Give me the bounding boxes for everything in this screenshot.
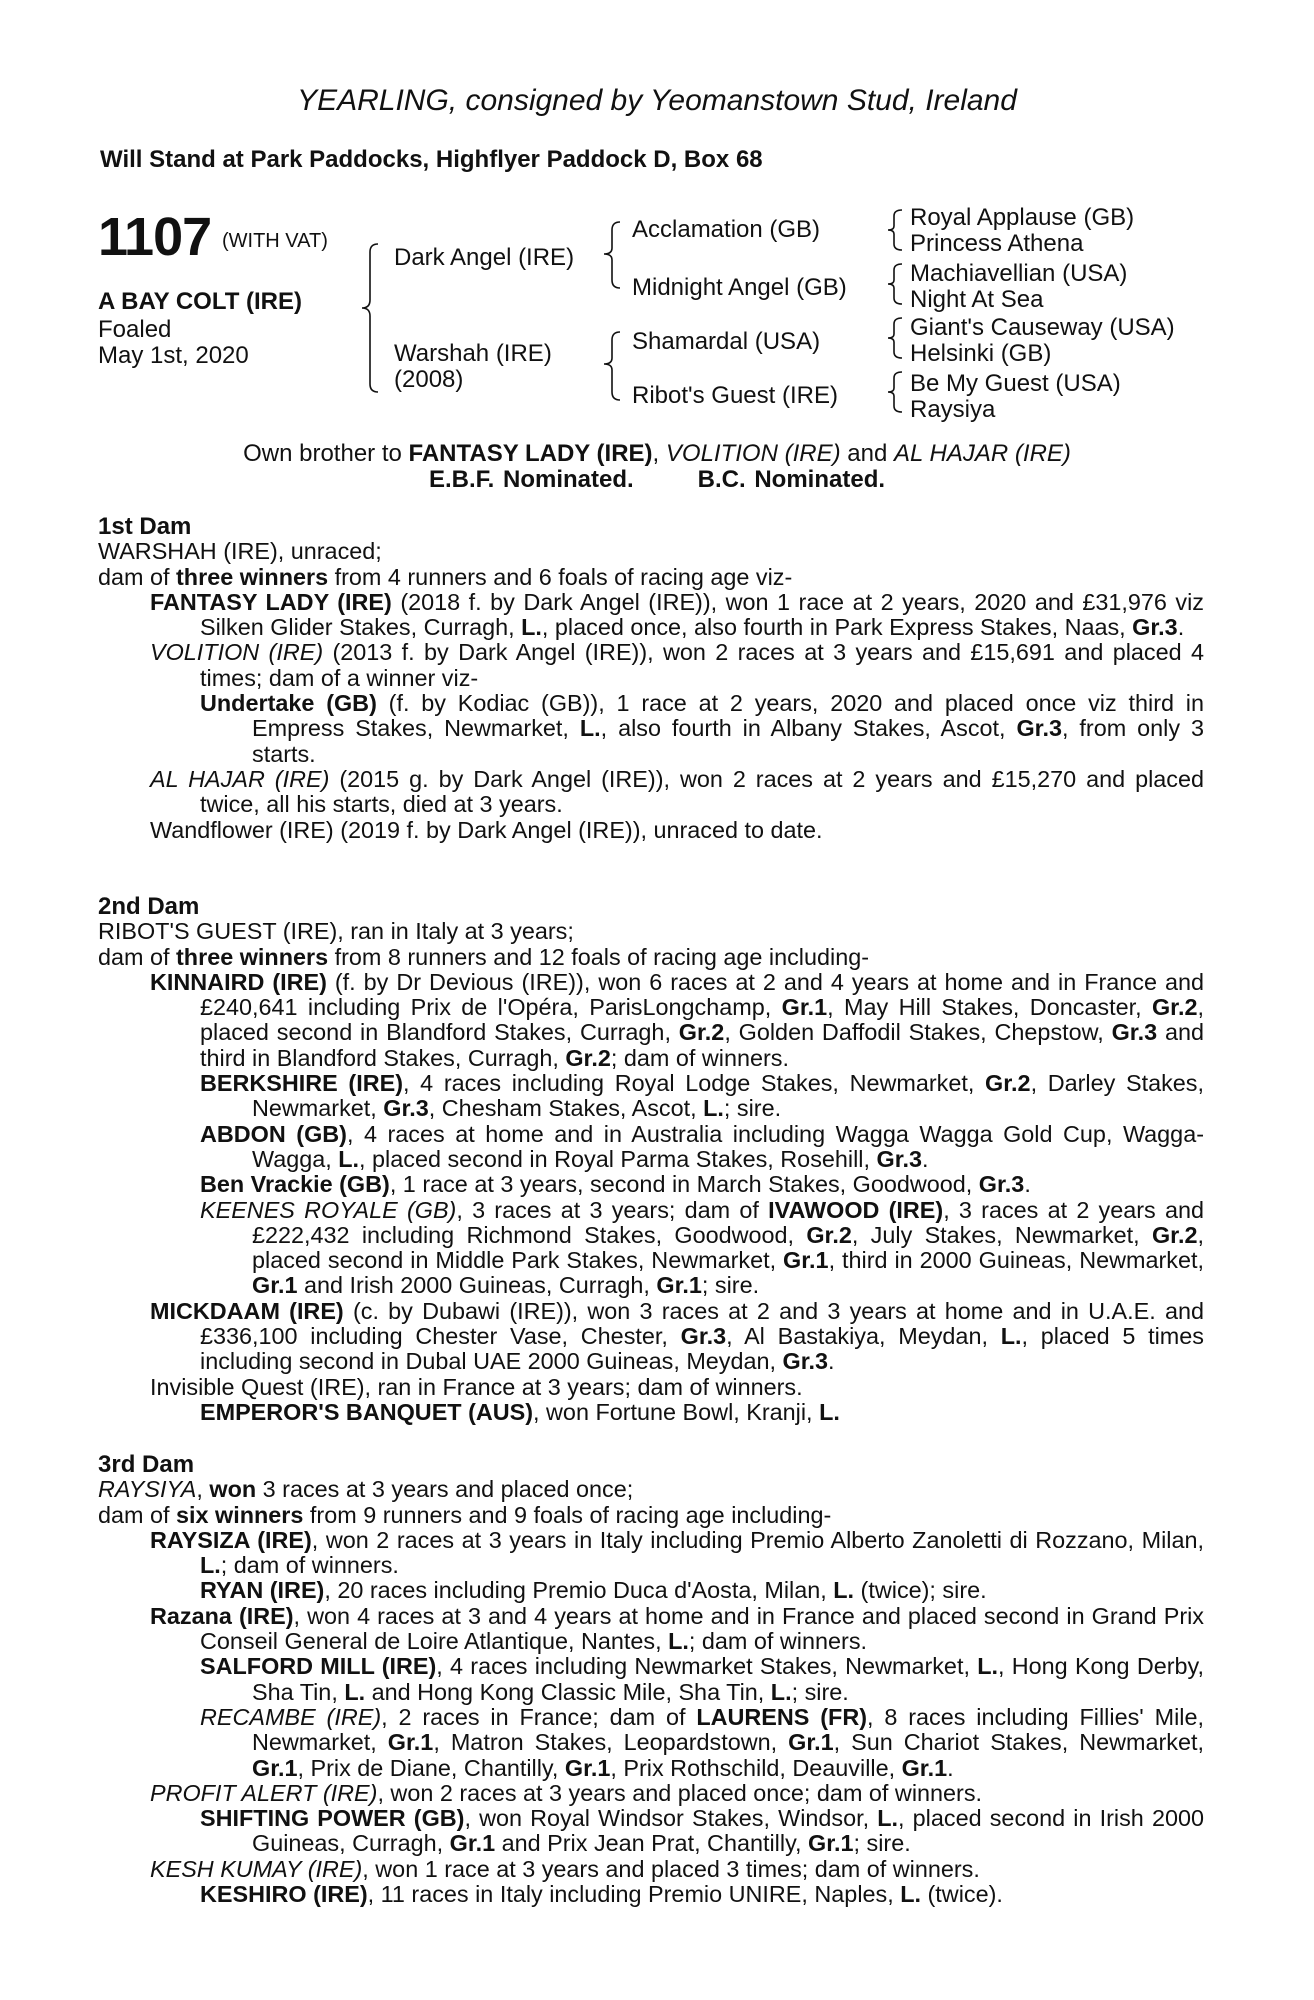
foaled-date: May 1st, 2020 [98,342,249,369]
dam-produce: dam of three winners from 8 runners and 12 foals of racing age including- [98,943,870,970]
progeny-entry: PROFIT ALERT (IRE), won 2 races at 3 years and placed once; dam of winners. [150,1779,983,1806]
progeny-entry: KESHIRO (IRE), 11 races in Italy including Premio UNIRE, Naples, L. (twice). [200,1881,1003,1908]
g3-ancestor: Machiavellian (USA) [910,260,1128,287]
progeny-entry: RECAMBE (IRE), 2 races in France; dam of LAURENS (FR), 8 races including Fillies' Mile, Newmarket, Gr.1, Matron Stakes, Leopardstown, Gr.1, Sun Chariot Stakes, Newmarket, Gr.1, Prix de Diane, Chantilly, Gr.1, Prix Rothschild, Deauville, Gr.1. [200,1703,1204,1781]
sire-name: Dark Angel (IRE) [394,244,575,271]
g3-ancestor: Be My Guest (USA) [910,370,1121,397]
progeny-entry: EMPEROR'S BANQUET (AUS), won Fortune Bowl, Kranji, L. [200,1398,840,1425]
lot-number: 1107 [98,207,212,267]
g3-ancestor: Princess Athena [910,230,1084,257]
dam-dam: Ribot's Guest (IRE) [632,382,838,409]
g3-ancestor: Helsinki (GB) [910,340,1052,367]
progeny-entry: Invisible Quest (IRE), ran in France at 3 years; dam of winners. [150,1373,803,1400]
vat-label: (WITH VAT) [222,230,328,252]
progeny-entry: RYAN (IRE), 20 races including Premio Duca d'Aosta, Milan, L. (twice); sire. [200,1577,987,1604]
progeny-entry: MICKDAAM (IRE) (c. by Dubawi (IRE)), won 3 races at 2 and 3 years at home and in U.A.E. and £336,100 including Chester Vase, Chester, Gr.3, Al Bastakiya, Meydan, L., placed 5 times including second in Dubal UAE 2000 Guineas, Meydan, Gr.3. [150,1297,1205,1375]
third-dam-title: 3rd Dam [98,1451,195,1478]
second-dam-title: 2nd Dam [98,893,200,920]
lot-description: A BAY COLT (IRE) [98,288,303,315]
progeny-entry: ABDON (GB), 4 races at home and in Australia including Wagga Wagga Gold Cup, Wagga-Wagga, L., placed second in Royal Parma Stakes, Rosehill, Gr.3. [200,1120,1204,1172]
progeny-entry: RAYSIZA (IRE), won 2 races at 3 years in Italy including Premio Alberto Zanoletti di Rozzano, Milan, L.; dam of winners. [150,1526,1204,1579]
progeny-entry: Wandflower (IRE) (2019 f. by Dark Angel (IRE)), unraced to date. [150,816,823,843]
progeny-entry: SHIFTING POWER (GB), won Royal Windsor Stakes, Windsor, L., placed second in Irish 2000 Guineas, Curragh, Gr.1 and Prix Jean Prat, Chantilly, Gr.1; sire. [200,1805,1204,1857]
progeny-entry: KINNAIRD (IRE) (f. by Dr Devious (IRE)), won 6 races at 2 and 4 years at home and in France and £240,641 including Prix de l'Opéra, ParisLongchamp, Gr.1, May Hill Stakes, Doncaster, Gr.2, placed second in Blandford Stakes, Curragh, Gr.2, Golden Daffodil Stakes, Chepstow, Gr.3 and third in Blandford Stakes, Curragh, Gr.2; dam of winners. [150,968,1205,1071]
g3-ancestor: Royal Applause (GB) [910,204,1135,231]
first-dam-title: 1st Dam [98,513,192,540]
progeny-entry: KEENES ROYALE (GB), 3 races at 3 years; dam of IVAWOOD (IRE), 3 races at 2 years and £222,432 including Richmond Stakes, Goodwood, Gr.2, July Stakes, Newmarket, Gr.2, placed second in Middle Park Stakes, Newmarket, Gr.1, third in 2000 Guineas, Newmarket, Gr.1 and Irish 2000 Guineas, Curragh, Gr.1; sire. [200,1196,1205,1299]
dam-produce: dam of three winners from 4 runners and 6 foals of racing age viz- [98,563,793,590]
dam-summary: WARSHAH (IRE), unraced; [98,538,382,565]
first-dam-section [98,514,1204,843]
progeny-entry: BERKSHIRE (IRE), 4 races including Royal Lodge Stakes, Newmarket, Gr.2, Darley Stakes, Newmarket, Gr.3, Chesham Stakes, Ascot, L.; sire. [200,1070,1204,1122]
stand-location: Will Stand at Park Paddocks, Highflyer Paddock D, Box 68 [100,146,763,173]
g3-ancestor: Night At Sea [910,286,1044,313]
dam-produce: dam of six winners from 9 runners and 9 foals of racing age including- [98,1501,832,1528]
dam-summary: RIBOT'S GUEST (IRE), ran in Italy at 3 years; [98,918,574,945]
own-brother-line: Own brother to FANTASY LADY (IRE), VOLITION (IRE) and AL HAJAR (IRE) [243,440,1071,467]
third-dam-section [98,1452,1204,1907]
foaled-label: Foaled [98,316,172,343]
sire-sire: Acclamation (GB) [632,216,821,243]
progeny-entry: VOLITION (IRE) (2013 f. by Dark Angel (IRE)), won 2 races at 3 years and £15,691 and placed 4 times; dam of a winner viz- [150,639,1205,691]
progeny-entry: Ben Vrackie (GB), 1 race at 3 years, second in March Stakes, Goodwood, Gr.3. [200,1171,1031,1198]
consignment-header: YEARLING, consigned by Yeomanstown Stud, Ireland [297,84,1017,117]
second-dam-section [98,894,1204,1425]
sire-dam: Midnight Angel (GB) [632,274,847,301]
progeny-entry: KESH KUMAY (IRE), won 1 race at 3 years and placed 3 times; dam of winners. [150,1855,980,1882]
progeny-entry: Razana (IRE), won 4 races at 3 and 4 years at home and in France and placed second in Grand Prix Conseil General de Loire Atlantique, Nantes, L.; dam of winners. [150,1602,1204,1655]
progeny-entry: FANTASY LADY (IRE) (2018 f. by Dark Angel (IRE)), won 1 race at 2 years, 2020 and £31,976 viz Silken Glider Stakes, Curragh, L., placed once, also fourth in Park Express Stakes, Naas, Gr.3. [150,588,1204,641]
dam-summary: RAYSIYA, won 3 races at 3 years and placed once; [98,1476,634,1503]
progeny-entry: AL HAJAR (IRE) (2015 g. by Dark Angel (IRE)), won 2 races at 2 years and £15,270 and placed twice, all his starts, died at 3 years. [150,765,1204,818]
dam-name: Warshah (IRE) [394,340,552,367]
nominations-line: E.B.F. Nominated. B.C. Nominated. [428,466,886,493]
progeny-entry: SALFORD MILL (IRE), 4 races including Newmarket Stakes, Newmarket, L., Hong Kong Derby, Sha Tin, L. and Hong Kong Classic Mile, Sha Tin, L.; sire. [200,1653,1204,1705]
dam-sire: Shamardal (USA) [632,328,821,355]
g3-ancestor: Raysiya [910,396,996,423]
progeny-entry: Undertake (GB) (f. by Kodiac (GB)), 1 race at 2 years, 2020 and placed once viz third in Empress Stakes, Newmarket, L., also fourth in Albany Stakes, Ascot, Gr.3, from only 3 starts. [200,690,1204,767]
g3-ancestor: Giant's Causeway (USA) [910,314,1175,341]
dam-year: (2008) [394,366,464,393]
